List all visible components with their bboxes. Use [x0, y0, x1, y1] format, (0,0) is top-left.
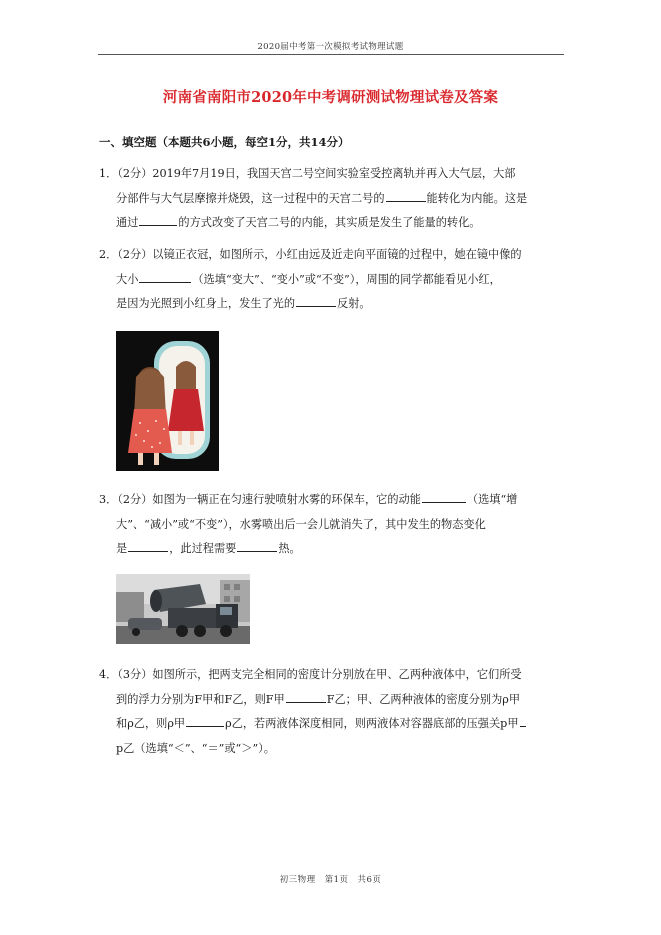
- question-2: [99, 243, 569, 317]
- q2-line-3: 是因为光照到小红身上，发生了光的 反射。: [99, 292, 569, 317]
- q1-line-1: 1．（2分）2019年7月19日，我国天宫二号空间实验室受控离轨并再入大气层，大部: [99, 167, 516, 180]
- answer-blank[interactable]: [296, 294, 336, 307]
- answer-blank[interactable]: [128, 539, 168, 552]
- page-footer: 初三物理 第1页 共6页: [279, 875, 382, 885]
- q4-line-4: p乙（选填“＜”、“＝”或“＞”）。: [116, 741, 275, 755]
- answer-blank[interactable]: [139, 270, 191, 283]
- question-4: [99, 663, 569, 761]
- answer-blank[interactable]: [520, 714, 526, 727]
- q2-line-2: 大小 （选填“变大”、“变小”或“不变”），周围的同学都能看见小红，: [99, 268, 569, 293]
- q3-line-2: 大”、“减小”或“不变”），水雾喷出后一会儿就消失了，其中发生的物态变化: [116, 517, 486, 531]
- q2-line-1: 2．（2分）以镜正衣冠，如图所示，小红由远及近走向平面镜的过程中，她在镜中像的: [99, 248, 522, 261]
- spray-truck-photo-icon: [116, 574, 250, 644]
- q1-line-2: 分部件与大气层摩擦并烧毁，这一过程中的天宫二号的 能转化为内能。这是: [99, 187, 569, 212]
- answer-blank[interactable]: [286, 690, 326, 703]
- q3-line-1: 3．（2分）如图为一辆正在匀速行驶喷射水雾的环保车，它的动能 （选填“增: [99, 488, 569, 513]
- question-3: [99, 488, 569, 562]
- truck-figure: [116, 574, 250, 644]
- answer-blank[interactable]: [237, 539, 277, 552]
- document-title: 河南省南阳市2020年中考调研测试物理试卷及答案: [162, 89, 499, 106]
- answer-blank[interactable]: [386, 189, 426, 202]
- header-rule: [98, 54, 564, 55]
- answer-blank[interactable]: [422, 490, 466, 503]
- page-header: 2020届中考第一次模拟考试物理试题: [257, 42, 404, 52]
- q4-line-3: 和ρ乙，则ρ甲 ρ乙，若两液体深度相同，则两液体对容器底部的压强关p甲: [99, 712, 569, 737]
- mirror-figure: [116, 331, 219, 471]
- girl-mirror-illustration-icon: [116, 331, 219, 471]
- section-heading: 一、填空题（本题共6小题，每空1分，共14分）: [99, 135, 350, 149]
- q4-line-1: 4．（3分）如图所示，把两支完全相同的密度计分别放在甲、乙两种液体中，它们所受: [99, 668, 522, 681]
- answer-blank[interactable]: [186, 714, 224, 727]
- q1-line-3: 通过 的方式改变了天宫二号的内能，其实质是发生了能量的转化。: [99, 211, 569, 236]
- question-1: [99, 162, 569, 236]
- q3-line-3: 是 ，此过程需要 热。: [99, 537, 569, 562]
- q4-line-2: 到的浮力分别为F甲和F乙，则F甲 F乙；甲、乙两种液体的密度分别为ρ甲: [99, 688, 569, 713]
- answer-blank[interactable]: [139, 213, 177, 226]
